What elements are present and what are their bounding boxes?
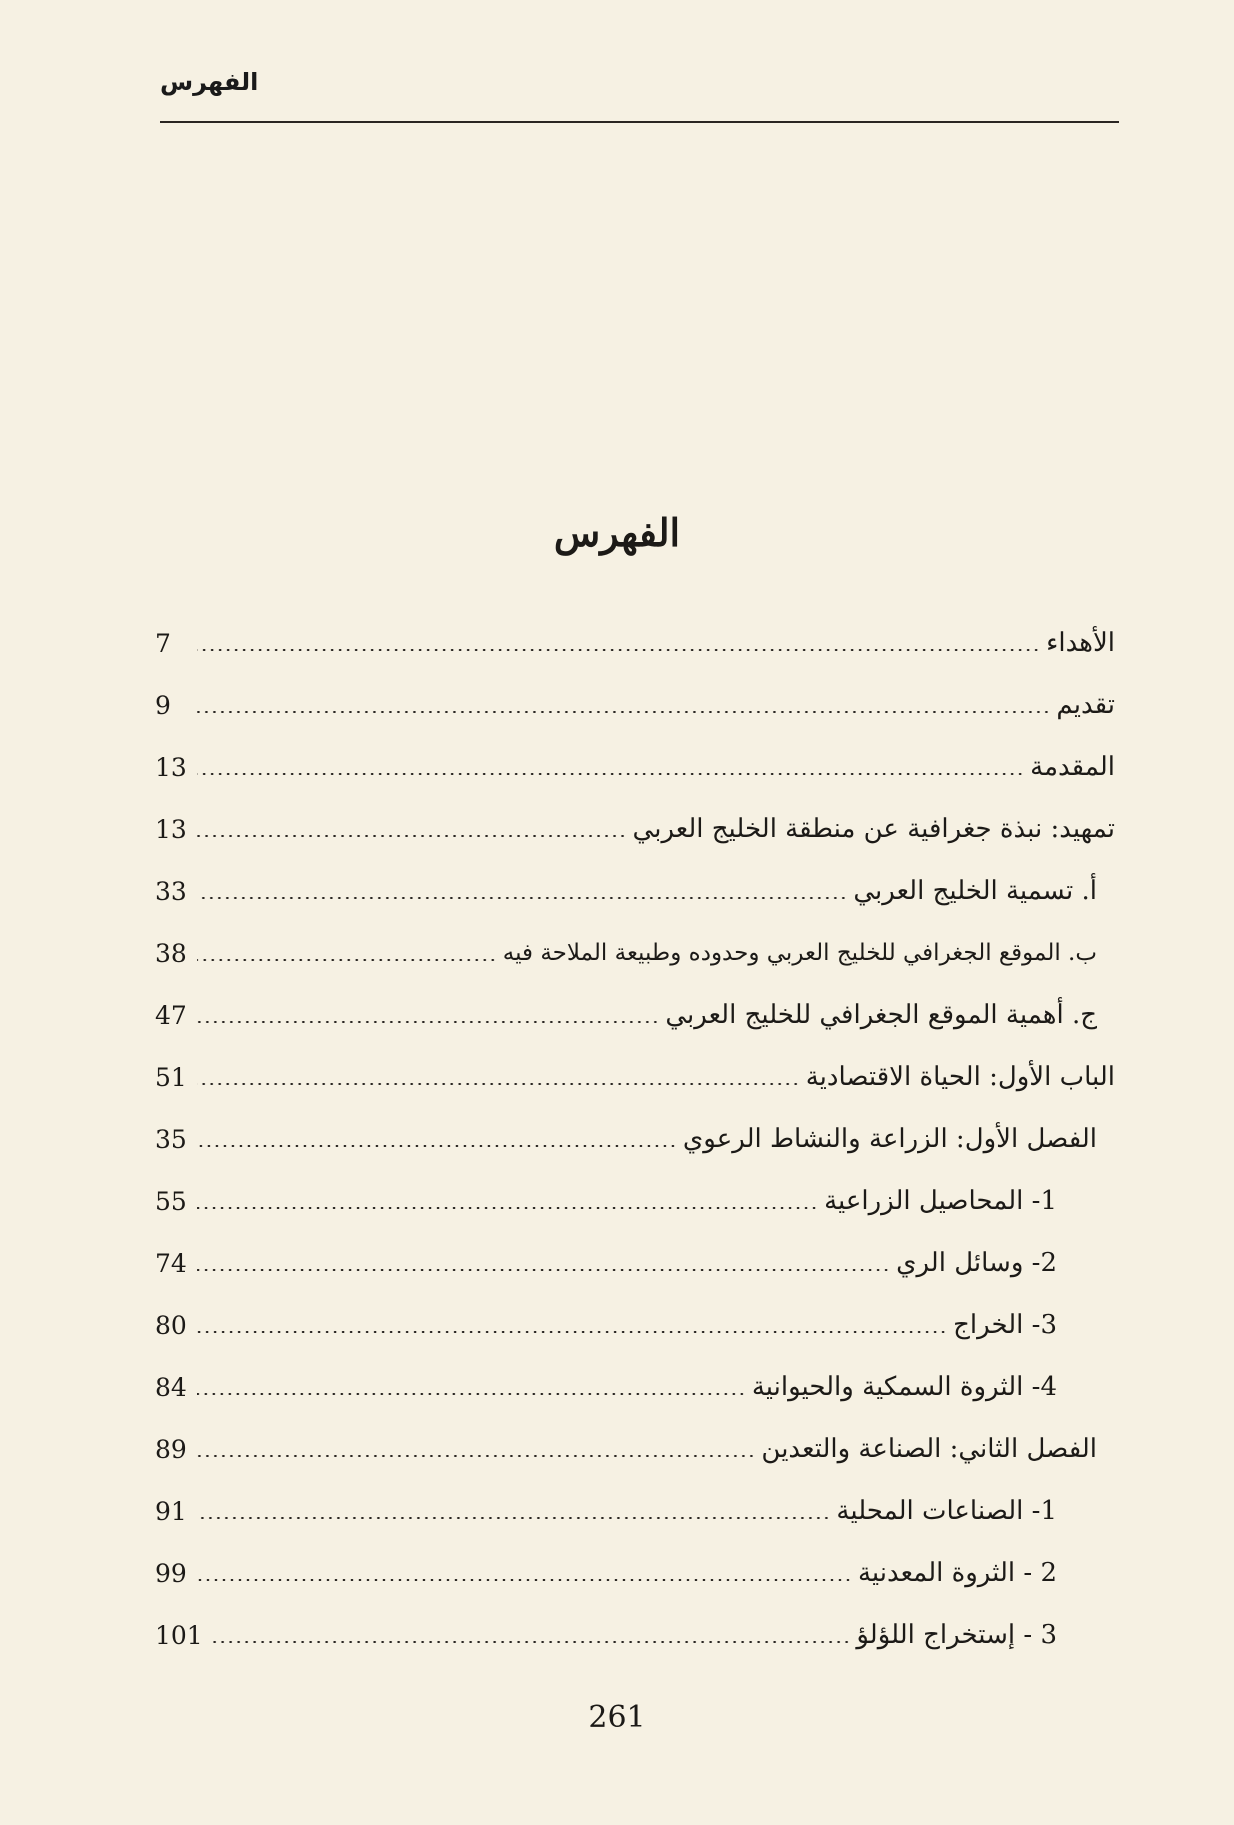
toc-entry-label: 2 - الثروة المعدنية — [857, 1558, 1057, 1588]
toc-entry-page: 74 — [155, 1248, 187, 1278]
dot-leader — [197, 1331, 947, 1333]
toc-entry-label: 1- الصناعات المحلية — [836, 1496, 1057, 1526]
toc-entry-page: 35 — [155, 1124, 187, 1154]
dot-leader — [197, 959, 497, 961]
toc-entry-page: 80 — [155, 1310, 187, 1340]
dot-leader — [197, 1021, 659, 1023]
dot-leader — [197, 1083, 800, 1085]
dot-leader — [197, 1517, 830, 1519]
toc-entry-label: الباب الأول: الحياة الاقتصادية — [805, 1062, 1115, 1092]
toc-entry-page: 9 — [155, 690, 171, 720]
toc-entry-page: 101 — [155, 1620, 203, 1650]
page-number: 261 — [588, 1700, 646, 1735]
dot-leader — [197, 1207, 818, 1209]
toc-entry-page: 91 — [155, 1496, 187, 1526]
running-header-title: الفهرس — [160, 68, 259, 96]
toc-entry-page: 13 — [155, 814, 187, 844]
toc-entry-page: 33 — [155, 876, 187, 906]
toc-entry-label: ب. الموقع الجغرافي للخليج العربي وحدوده وطبيعة الملاحة فيه — [502, 940, 1097, 966]
toc-entry-page: 99 — [155, 1558, 187, 1588]
toc-title: الفهرس — [553, 510, 681, 555]
toc-entry — [155, 1418, 1115, 1480]
toc-entry-label: 3- الخراج — [953, 1310, 1057, 1340]
toc-entry-page: 47 — [155, 1000, 187, 1030]
toc-entry-label: المقدمة — [1030, 752, 1115, 782]
toc-entry — [155, 612, 1115, 674]
toc-entry-label: ج. أهمية الموقع الجغرافي للخليج العربي — [665, 1000, 1097, 1030]
toc-entry-page: 84 — [155, 1372, 187, 1402]
toc-entry — [155, 1542, 1115, 1604]
toc-entry-label: الأهداء — [1046, 628, 1115, 658]
dot-leader — [209, 1641, 851, 1643]
toc-entry — [155, 736, 1115, 798]
dot-leader — [197, 835, 627, 837]
dot-leader — [197, 1393, 746, 1395]
dot-leader — [197, 649, 1040, 651]
toc-entry-page: 38 — [155, 938, 187, 968]
toc-entry-label: 1- المحاصيل الزراعية — [824, 1186, 1057, 1216]
toc-entry — [155, 1604, 1115, 1666]
toc-entry — [155, 922, 1115, 984]
toc-entry-label: 3 - إستخراج اللؤلؤ — [856, 1620, 1057, 1650]
dot-leader — [197, 711, 1050, 713]
toc-entry — [155, 1480, 1115, 1542]
toc-entry — [155, 860, 1115, 922]
toc-entry-page: 89 — [155, 1434, 187, 1464]
toc-entry-label: تمهيد: نبذة جغرافية عن منطقة الخليج العربي — [632, 814, 1115, 844]
toc-entry-page: 55 — [155, 1186, 187, 1216]
toc-entry — [155, 984, 1115, 1046]
toc-entry — [155, 674, 1115, 736]
dot-leader — [197, 1269, 890, 1271]
toc-entry-label: تقديم — [1056, 690, 1115, 720]
header-rule — [160, 121, 1119, 123]
dot-leader — [197, 1455, 755, 1457]
toc-entry-page: 7 — [155, 628, 171, 658]
table-of-contents — [155, 612, 1115, 1666]
toc-entry-label: أ. تسمية الخليج العربي — [853, 876, 1097, 906]
toc-entry-label: الفصل الأول: الزراعة والنشاط الرعوي — [682, 1124, 1097, 1154]
toc-entry-page: 13 — [155, 752, 187, 782]
dot-leader — [197, 773, 1024, 775]
toc-entry — [155, 1232, 1115, 1294]
toc-entry-label: 2- وسائل الري — [896, 1248, 1057, 1278]
toc-entry — [155, 1356, 1115, 1418]
toc-entry-label: 4- الثروة السمكية والحيوانية — [751, 1372, 1057, 1402]
dot-leader — [197, 1145, 677, 1147]
dot-leader — [197, 897, 847, 899]
toc-entry — [155, 1170, 1115, 1232]
toc-entry-page: 51 — [155, 1062, 187, 1092]
toc-entry — [155, 1108, 1115, 1170]
toc-entry-label: الفصل الثاني: الصناعة والتعدين — [761, 1434, 1097, 1464]
toc-entry — [155, 798, 1115, 860]
dot-leader — [197, 1579, 852, 1581]
toc-entry — [155, 1294, 1115, 1356]
toc-entry — [155, 1046, 1115, 1108]
